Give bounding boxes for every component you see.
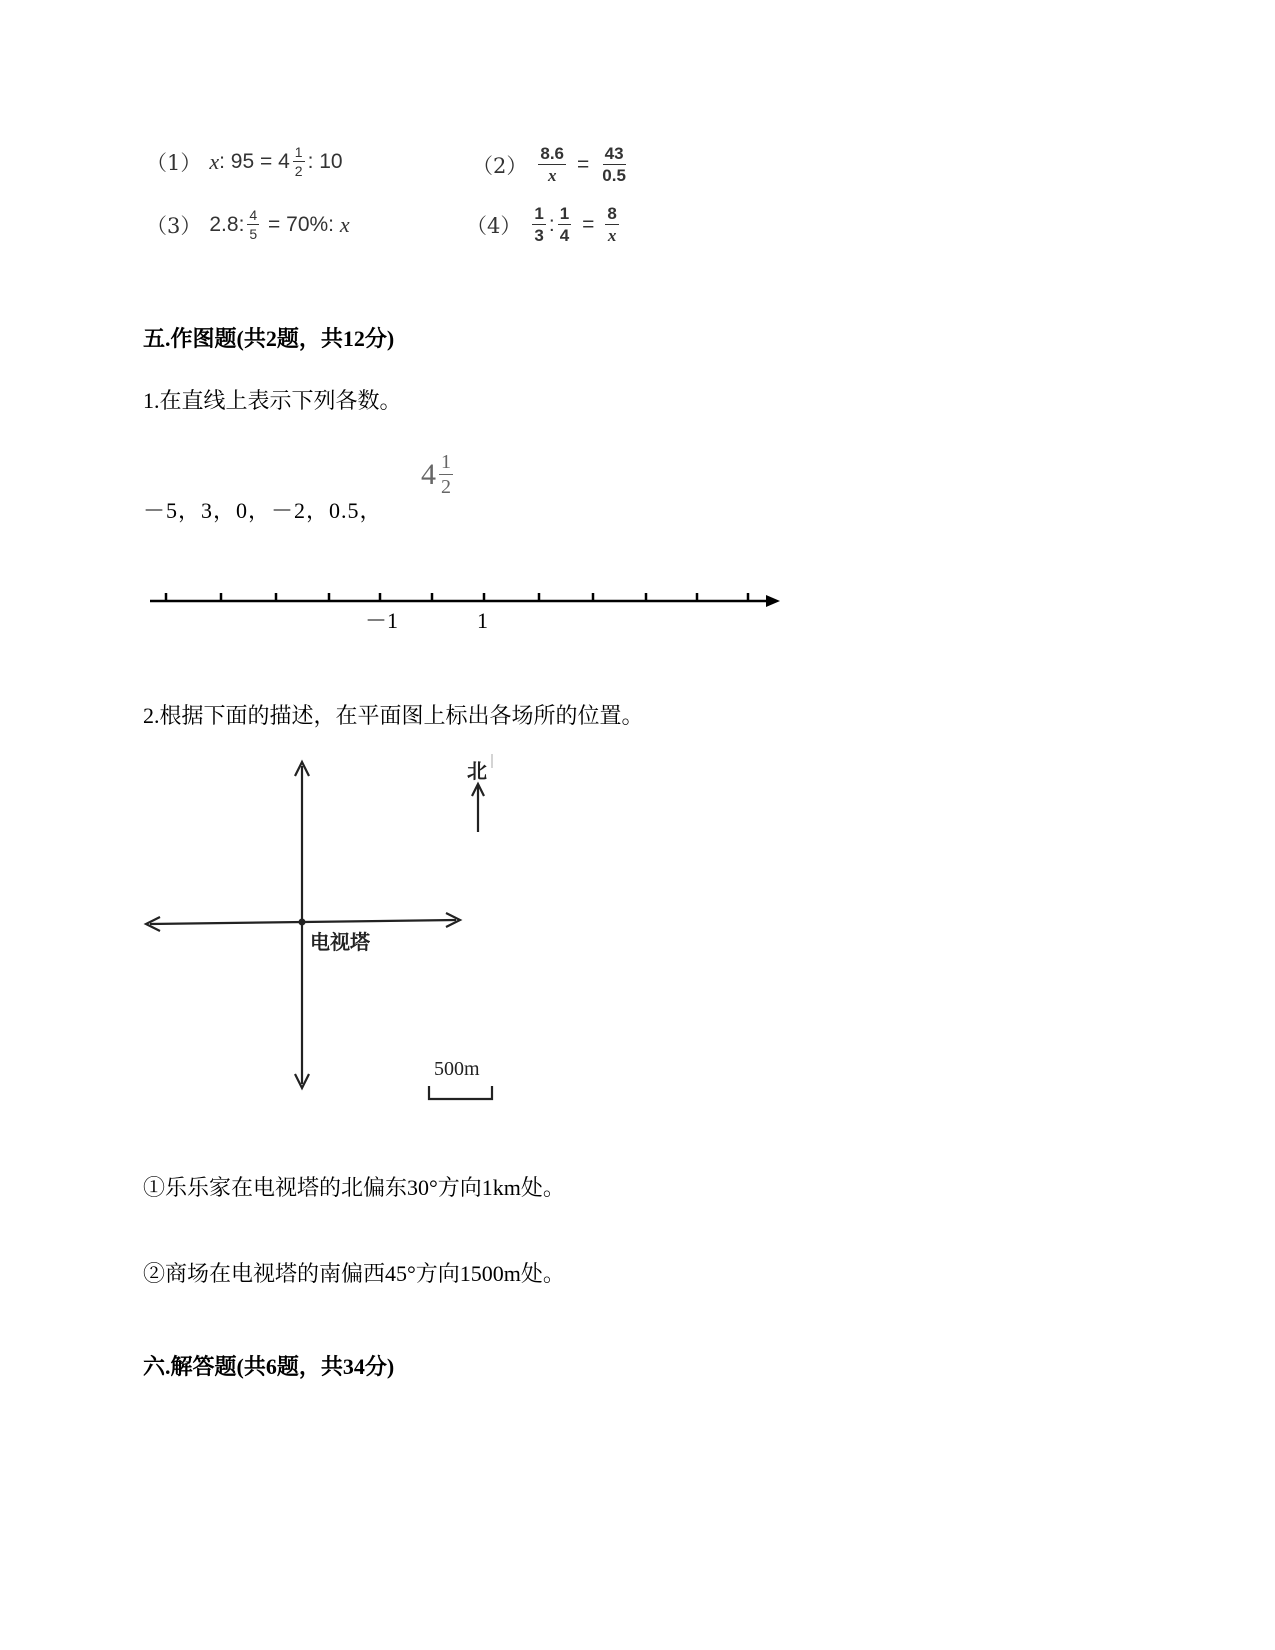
- label-one: 1: [477, 608, 488, 633]
- label-negative-one: －1: [365, 608, 399, 633]
- equals-sign: =: [577, 152, 590, 176]
- compass-map: [140, 750, 520, 1120]
- question-2-item-2: ②商场在电视塔的南偏西45°方向1500m处。: [143, 1261, 565, 1286]
- variable-x: x: [339, 211, 350, 237]
- mixed-number: [421, 452, 456, 497]
- number-line: [140, 580, 790, 640]
- fraction: $\frac{1}{2}$: [294, 144, 303, 179]
- fraction: $\frac{8}{x}$: [607, 204, 617, 245]
- variable-x: x: [209, 148, 220, 174]
- equation-1: [146, 145, 343, 178]
- equation-2: [472, 145, 631, 184]
- equals-sign: =: [582, 212, 595, 236]
- fraction: $\frac{1}{2}$: [441, 451, 451, 498]
- section-5-title: 五.作图题(共2题，共12分): [143, 326, 395, 351]
- equation-3: [146, 208, 350, 241]
- scale-bar: [429, 1086, 492, 1099]
- equation-label: （2）: [472, 153, 528, 178]
- equation-4: [466, 205, 622, 244]
- equation-label: （1）: [146, 150, 202, 175]
- equation-text: = 70%:: [262, 212, 340, 236]
- section-6-title: 六.解答题(共6题，共34分): [143, 1354, 395, 1379]
- fraction: $\frac{43}{0.5}$: [602, 144, 626, 185]
- scale-label: 500m: [434, 1058, 480, 1080]
- question-2-text: 2.根据下面的描述，在平面图上标出各场所的位置。: [143, 703, 644, 728]
- equation-label: （4）: [466, 213, 522, 238]
- equation-text: : 95 = 4: [219, 149, 290, 173]
- fraction: $\frac{8.6}{x}$: [540, 144, 565, 185]
- question-2-item-1: ①乐乐家在电视塔的北偏东30°方向1km处。: [143, 1175, 565, 1200]
- mixed-whole: 4: [421, 457, 436, 491]
- equation-text: : 10: [307, 149, 343, 173]
- question-1-text: 1.在直线上表示下列各数。: [143, 388, 402, 413]
- north-label: 北: [467, 761, 487, 783]
- equation-text: 2.8:: [209, 212, 245, 236]
- center-point: [299, 919, 306, 926]
- colon: :: [548, 212, 555, 236]
- fraction: $\frac{1}{4}$: [559, 204, 570, 245]
- numbers-list: －5，3，0，－2，0.5，: [143, 498, 383, 523]
- fraction: $\frac{4}{5}$: [249, 207, 258, 242]
- arrow-right-icon: [766, 595, 780, 607]
- fraction: $\frac{1}{3}$: [534, 204, 544, 245]
- equation-label: （3）: [146, 213, 202, 238]
- tv-tower-label: 电视塔: [310, 932, 370, 954]
- north-arrow-icon: [472, 784, 484, 832]
